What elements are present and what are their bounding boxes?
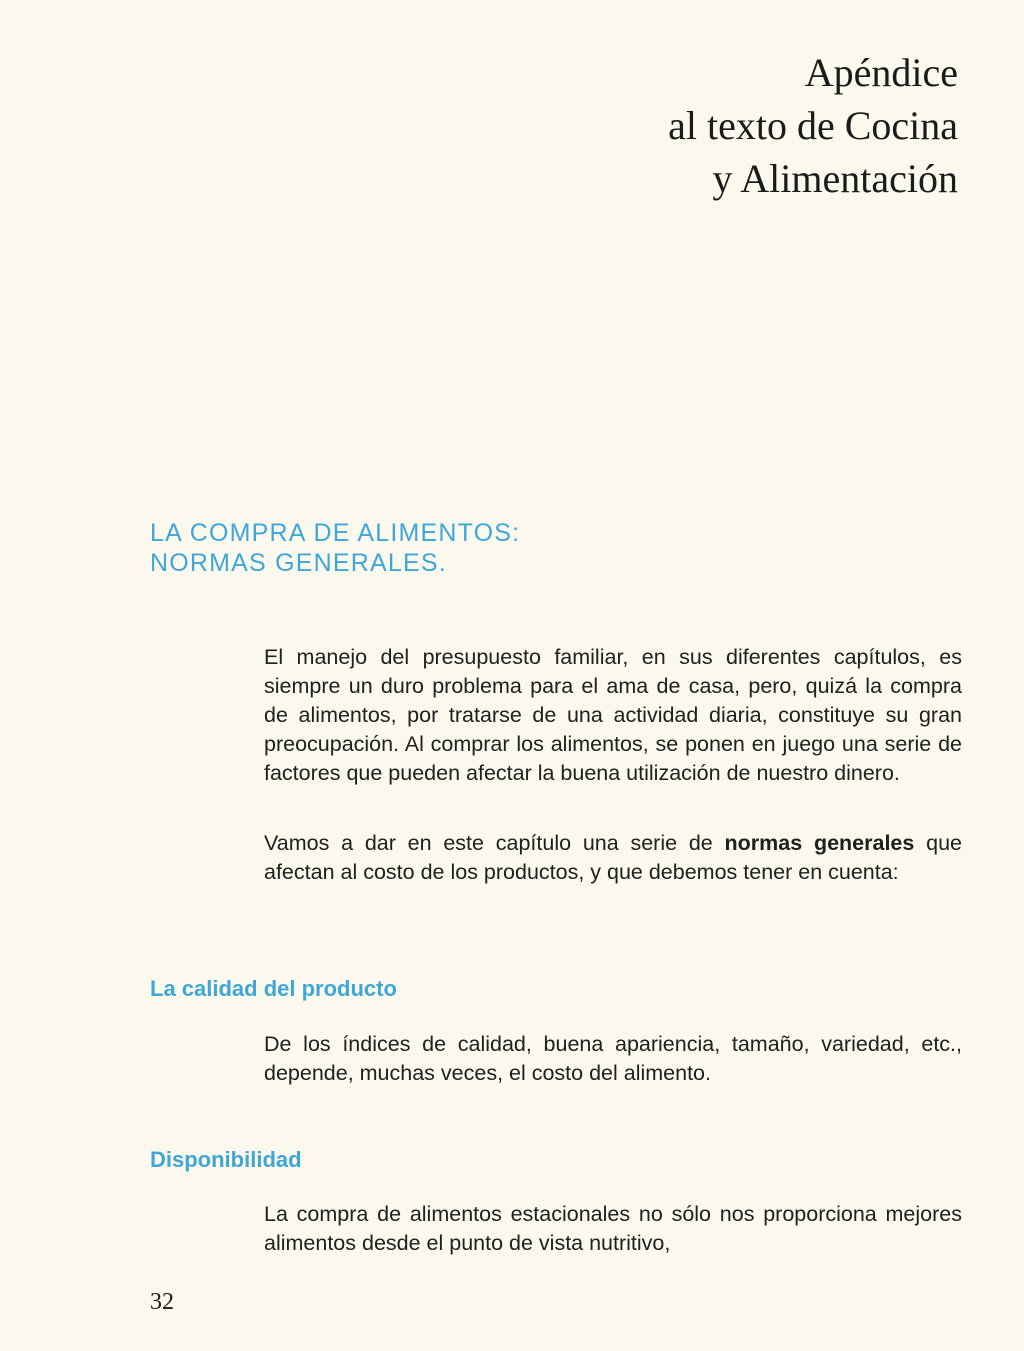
title-line-1: Apéndice: [804, 50, 958, 95]
availability-paragraph: [264, 1200, 962, 1258]
norms-paragraph: [264, 829, 962, 887]
availability-paragraph-text: La compra de alimentos estacionales no sólo nos proporciona mejores alimentos desde el punto de vista nutritivo,: [264, 1202, 962, 1255]
title-line-2: al texto de Cocina: [668, 103, 958, 148]
quality-paragraph: [264, 1030, 962, 1088]
norms-paragraph-text: [264, 829, 962, 887]
section-heading: [150, 518, 520, 578]
page-number: 32: [150, 1289, 174, 1315]
norms-bold-text: normas generales: [724, 831, 915, 855]
intro-paragraph-text: El manejo del presupuesto familiar, en sus diferentes capítulos, es siempre un duro problema para el ama de casa, pero, quizá la compra de alimentos, por tratarse de una actividad diaria, constituye su gran preocupación. Al comprar los alimentos, se ponen en juego una serie de factores que pueden afectar la buena utilización de nuestro dinero.: [264, 645, 962, 785]
norms-text-before: Vamos a dar en este capítulo una serie de: [264, 831, 725, 855]
intro-paragraph: [264, 643, 962, 788]
section-heading-line-2: NORMAS GENERALES.: [150, 549, 447, 577]
subheading-quality: La calidad del producto: [150, 976, 397, 1001]
section-heading-line-1: LA COMPRA DE ALIMENTOS:: [150, 519, 521, 547]
norms-text-after: que afectan al costo de los productos, y que debemos tener en cuenta:: [264, 831, 962, 884]
title-line-3: y Alimentación: [712, 156, 958, 201]
subheading-availability: Disponibilidad: [150, 1147, 302, 1172]
quality-paragraph-text: De los índices de calidad, buena apariencia, tamaño, variedad, etc., depende, muchas veces, el costo del alimento.: [264, 1032, 962, 1085]
page-title: [668, 46, 958, 205]
